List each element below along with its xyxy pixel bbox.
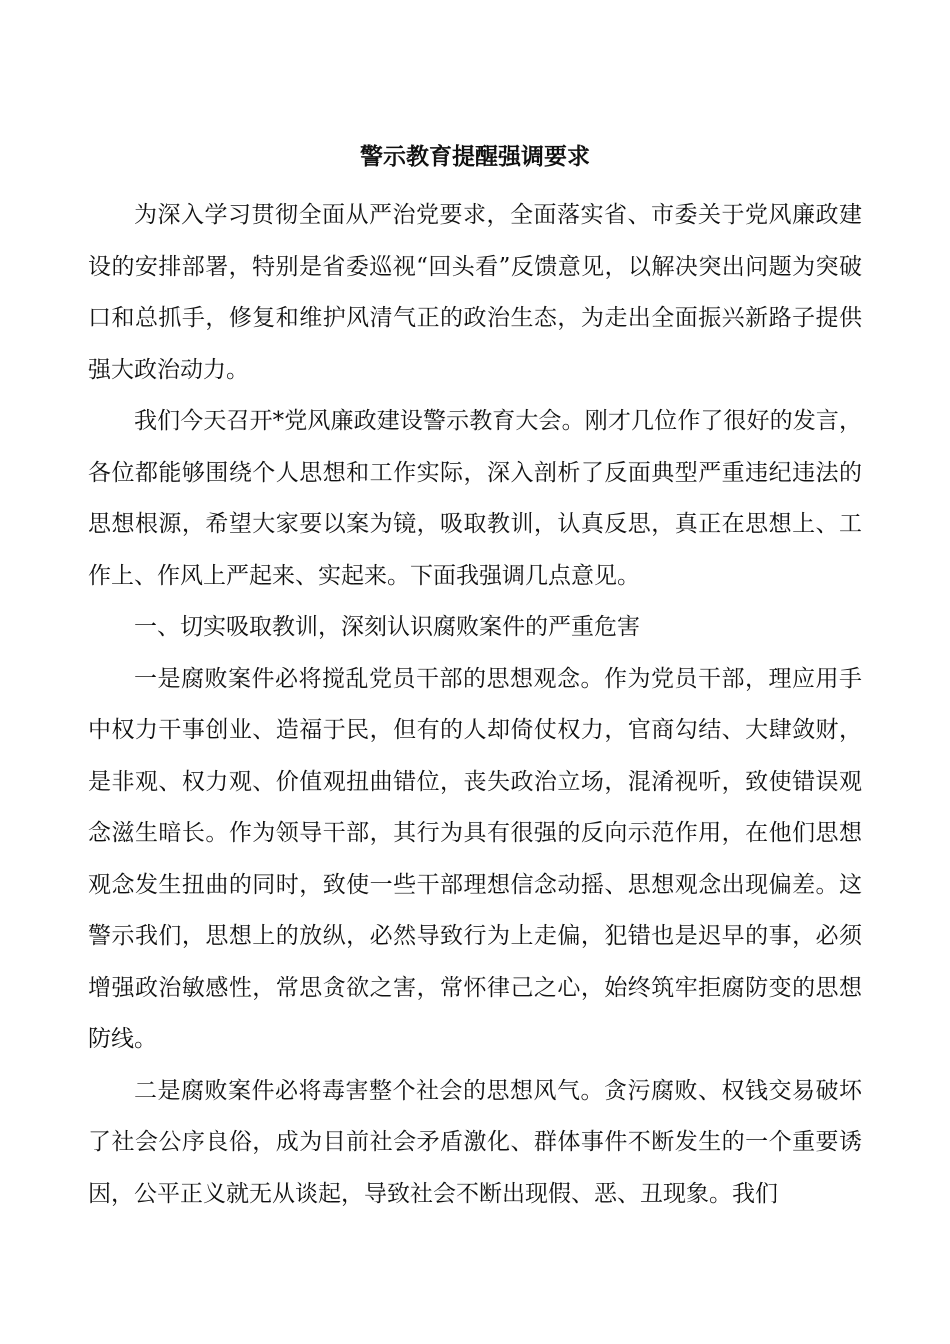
section-heading-1: 一、切实吸取教训，深刻认识腐败案件的严重危害 bbox=[134, 614, 640, 640]
paragraph-intro: 为深入学习贯彻全面从严治党要求，全面落实省、市委关于党风廉政建设的安排部署，特别是省委巡视“回头看”反馈意见，以解决突出问题为突破口和总抓手，修复和维护风清气正的政治生态，为走出全面振兴新路子提供强大政治动力。 bbox=[88, 202, 862, 383]
paragraph-point-1: 一是腐败案件必将搅乱党员干部的思想观念。作为党员干部，理应用手中权力干事创业、造福于民，但有的人却倚仗权力，官商勾结、大肆敛财，是非观、权力观、价值观扭曲错位，丧失政治立场，混淆视听，致使错误观念滋生暗长。作为领导干部，其行为具有很强的反向示范作用，在他们思想观念发生扭曲的同时，致使一些干部理想信念动摇、思想观念出现偏差。这警示我们，思想上的放纵，必然导致行为上走偏，犯错也是迟早的事，必须增强政治敏感性，常思贪欲之害，常怀律己之心，始终筑牢拒腐防变的思想防线。 bbox=[88, 665, 862, 1052]
paragraph-point-2: 二是腐败案件必将毒害整个社会的思想风气。贪污腐败、权钱交易破坏了社会公序良俗，成为目前社会矛盾激化、群体事件不断发生的一个重要诱因，公平正义就无从谈起，导致社会不断出现假、恶、丑现象。我们 bbox=[88, 1077, 862, 1207]
document-body bbox=[88, 190, 862, 1220]
paragraph-meeting: 我们今天召开*党风廉政建设警示教育大会。刚才几位作了很好的发言，各位都能够围绕个人思想和工作实际，深入剖析了反面典型严重违纪违法的思想根源，希望大家要以案为镜，吸取教训，认真反思，真正在思想上、工作上、作风上严起来、实起来。下面我强调几点意见。 bbox=[88, 408, 862, 589]
document-title: 警示教育提醒强调要求 bbox=[360, 143, 590, 170]
